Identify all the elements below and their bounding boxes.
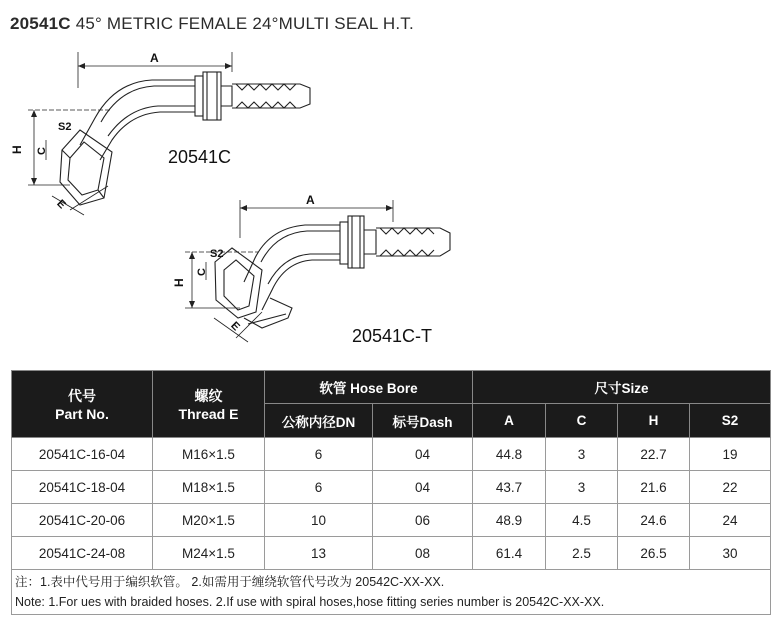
title-part-code: 20541C xyxy=(10,14,71,33)
cell-part: 20541C-18-04 xyxy=(12,471,153,504)
table-row xyxy=(12,438,771,471)
title-description: 45° METRIC FEMALE 24°MULTI SEAL H.T. xyxy=(75,14,414,33)
table-row xyxy=(12,504,771,537)
cell-part: 20541C-16-04 xyxy=(12,438,153,471)
cell-dash: 04 xyxy=(373,471,473,504)
bottom-dim-e: E xyxy=(228,319,242,334)
note-cn: 注：1.表中代号用于编织软管。 2.如需用于缠绕软管代号改为 20542C-XX-XX. xyxy=(15,575,445,589)
cell-c: 3 xyxy=(546,471,618,504)
header-size: 尺寸Size xyxy=(473,371,771,404)
cell-part: 20541C-20-06 xyxy=(12,504,153,537)
note-en: Note: 1.For ues with braided hoses. 2.If use with spiral hoses,hose fitting series number is 20542C-XX-XX. xyxy=(15,595,605,609)
cell-dash: 06 xyxy=(373,504,473,537)
bottom-dim-a: A xyxy=(306,193,315,207)
top-dim-s2: S2 xyxy=(58,121,72,133)
cell-thread: M18×1.5 xyxy=(153,471,265,504)
cell-a: 61.4 xyxy=(473,537,546,570)
cell-dash: 08 xyxy=(373,537,473,570)
spec-table-wrapper xyxy=(11,370,770,615)
notes-row xyxy=(12,570,771,615)
spec-table xyxy=(11,370,771,615)
top-dim-e: E xyxy=(54,197,68,212)
header-part-no-en: Part No. xyxy=(55,406,109,422)
header-thread xyxy=(153,371,265,438)
header-thread-cn: 螺纹 xyxy=(194,388,223,404)
top-dim-a: A xyxy=(150,51,159,65)
cell-h: 24.6 xyxy=(618,504,690,537)
cell-h: 22.7 xyxy=(618,438,690,471)
header-part-no-cn: 代号 xyxy=(68,388,96,404)
top-drawing-name: 20541C xyxy=(168,147,232,167)
top-dim-c: C xyxy=(36,147,48,155)
header-a: A xyxy=(473,404,546,438)
bottom-dim-s2: S2 xyxy=(210,248,224,260)
cell-dn: 10 xyxy=(265,504,373,537)
cell-h: 26.5 xyxy=(618,537,690,570)
cell-a: 44.8 xyxy=(473,438,546,471)
header-part-no xyxy=(12,371,153,438)
cell-h: 21.6 xyxy=(618,471,690,504)
notes-cell xyxy=(12,570,771,615)
header-thread-en: Thread E xyxy=(178,406,239,422)
drawing-top xyxy=(28,52,310,215)
cell-dn: 6 xyxy=(265,438,373,471)
cell-dn: 13 xyxy=(265,537,373,570)
bottom-dim-h: H xyxy=(172,278,186,287)
table-row xyxy=(12,537,771,570)
cell-c: 2.5 xyxy=(546,537,618,570)
header-h: H xyxy=(618,404,690,438)
cell-c: 4.5 xyxy=(546,504,618,537)
header-c: C xyxy=(546,404,618,438)
header-dn: 公称内径DN xyxy=(265,404,373,438)
cell-a: 43.7 xyxy=(473,471,546,504)
header-s2: S2 xyxy=(690,404,771,438)
cell-dn: 6 xyxy=(265,471,373,504)
cell-c: 3 xyxy=(546,438,618,471)
drawing-bottom xyxy=(185,200,450,342)
cell-s2: 19 xyxy=(690,438,771,471)
cell-part: 20541C-24-08 xyxy=(12,537,153,570)
cell-thread: M24×1.5 xyxy=(153,537,265,570)
header-hose-bore: 软管 Hose Bore xyxy=(265,371,473,404)
cell-s2: 22 xyxy=(690,471,771,504)
cell-thread: M20×1.5 xyxy=(153,504,265,537)
top-dim-h: H xyxy=(10,145,24,154)
cell-thread: M16×1.5 xyxy=(153,438,265,471)
bottom-dim-c: C xyxy=(196,268,208,276)
cell-s2: 30 xyxy=(690,537,771,570)
bottom-drawing-name: 20541C-T xyxy=(352,326,433,346)
cell-dash: 04 xyxy=(373,438,473,471)
table-row xyxy=(12,471,771,504)
cell-a: 48.9 xyxy=(473,504,546,537)
cell-s2: 24 xyxy=(690,504,771,537)
header-dash: 标号Dash xyxy=(373,404,473,438)
